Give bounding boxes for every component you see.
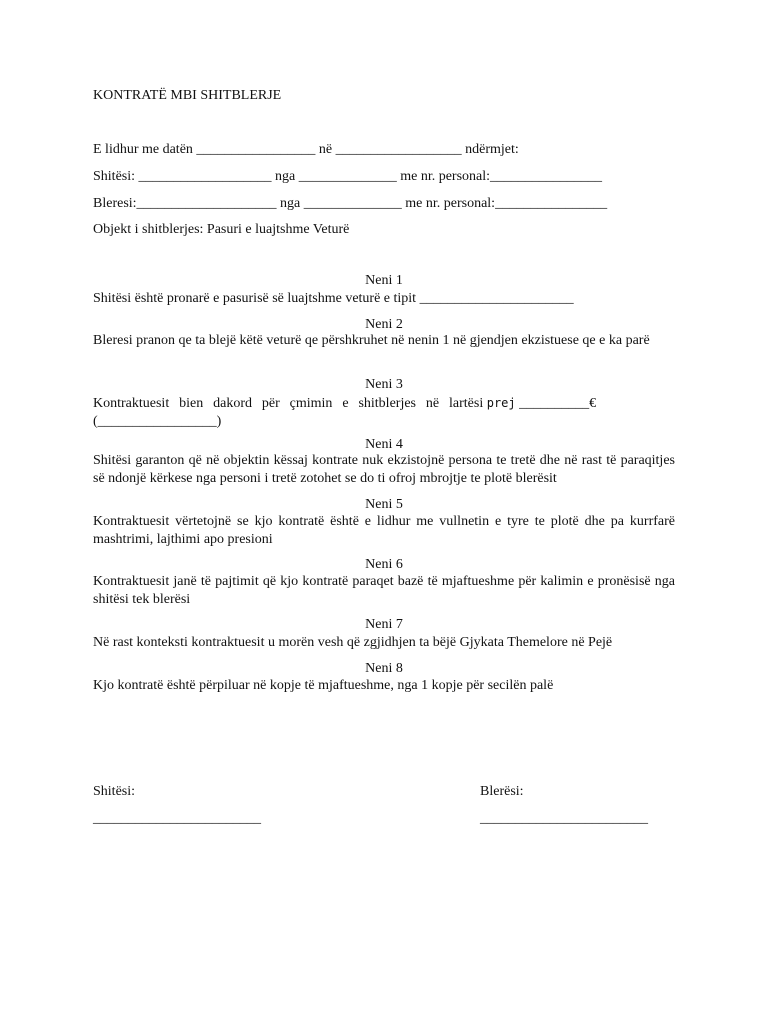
article-1-text: Shitësi është pronarë e pasurisë së luajtshme veturë e tipit ______________________ <box>93 291 574 306</box>
article-5-text: Kontraktuesit vërtetojnë se kjo kontratë është e lidhur me vullnetin e tyre te plotë dhe pa kurrfarë mashtrimi, lajthimi apo presioni <box>93 514 675 547</box>
article-8-text: Kjo kontratë është përpiluar në kopje të mjaftueshme, nga 1 kopje për secilën palë <box>93 678 554 693</box>
article-4-text: Shitësi garanton që në objektin këssaj kontrate nuk ekzistojnë persona te tretë dhe në rast të paraqitjes së ndonjë kërkese nga personi i tretë zotohet se do ti ofroj mbrojtje te plotë blerësit <box>93 453 675 486</box>
buyer-signature-label: Blerësi: <box>480 784 524 799</box>
article-3-amount-words: (_________________) <box>93 414 222 429</box>
article-7-heading: Neni 7 <box>365 617 403 632</box>
seller-signature-line: ________________________ <box>93 811 261 826</box>
article-5-heading: Neni 5 <box>365 497 403 512</box>
document-title: KONTRATË MBI SHITBLERJE <box>93 88 282 103</box>
article-6-heading: Neni 6 <box>365 557 403 572</box>
article-7-text: Në rast konteksti kontraktuesit u morën vesh që zgjidhjen ta bëjë Gjykata Themelore në Pejë <box>93 635 613 650</box>
article-6-text: Kontraktuesit janë të pajtimit që kjo kontratë paraqet bazë të mjaftueshme për kalimin e pronësisë nga shitësi tek blerësi <box>93 574 675 607</box>
article-8-heading: Neni 8 <box>365 661 403 676</box>
article-3-text-prej: prej <box>486 396 516 410</box>
article-2-heading: Neni 2 <box>365 317 403 332</box>
article-3-text <box>93 394 675 431</box>
article-3-text-before: Kontraktuesit bien dakord për çmimin e shitblerjes në lartësi <box>93 396 484 411</box>
seller-row: Shitësi: ___________________ nga ______________ me nr. personal:________________ <box>93 169 603 184</box>
article-1-heading: Neni 1 <box>365 273 403 288</box>
buyer-signature-line: ________________________ <box>480 811 648 826</box>
article-3-heading: Neni 3 <box>365 377 403 392</box>
article-4-heading: Neni 4 <box>365 437 403 452</box>
buyer-row: Bleresi:____________________ nga ______________ me nr. personal:________________ <box>93 196 608 211</box>
object-row: Objekt i shitblerjes: Pasuri e luajtshme Veturë <box>93 222 350 237</box>
article-2-text: Bleresi pranon qe ta blejë këtë veturë qe përshkruhet në nenin 1 në gjendjen ekzistuese qe e ka parë <box>93 333 650 348</box>
seller-signature-label: Shitësi: <box>93 784 136 799</box>
date-row: E lidhur me datën _________________ në __________________ ndërmjet: <box>93 142 519 157</box>
article-3-amount: __________€ <box>519 396 597 411</box>
